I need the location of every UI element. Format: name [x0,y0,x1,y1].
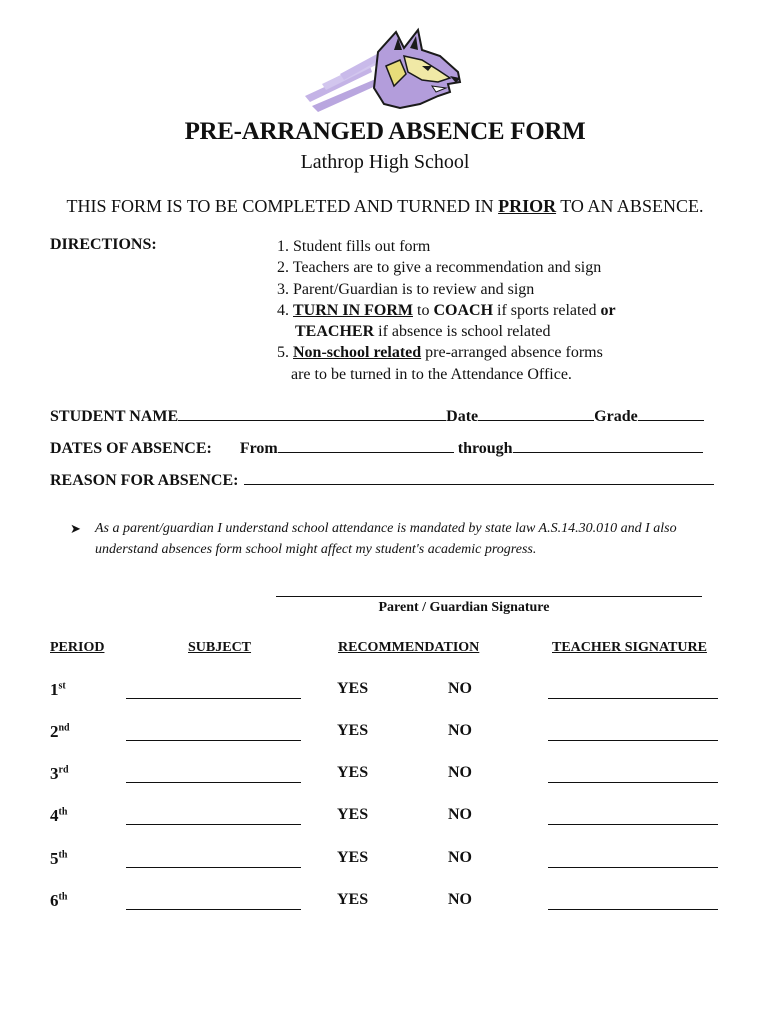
teacher-signature-field[interactable] [548,866,718,868]
direction-item: 3. Parent/Guardian is to review and sign [277,280,535,298]
subject-field[interactable] [126,739,301,741]
direction-item: 4. TURN IN FORM to COACH if sports related or [277,301,616,319]
date-label: Date [446,408,479,425]
yes-option[interactable]: YES [337,680,369,697]
dates-row [50,438,703,458]
period-number: 1st [50,680,66,699]
teacher-signature-field[interactable] [548,697,718,699]
parent-signature-label: Parent / Guardian Signature [378,600,550,615]
period-number: 2nd [50,722,70,741]
school-name: Lathrop High School [300,151,470,173]
teacher-signature-field[interactable] [548,908,718,910]
student-name-label: STUDENT NAME [50,408,179,425]
parent-acknowledgement [70,518,730,560]
subject-field[interactable] [126,866,301,868]
period-number: 6th [50,891,68,910]
period-number: 5th [50,849,68,868]
direction-item: are to be turned in to the Attendance Office. [291,365,572,383]
yes-option[interactable]: YES [337,891,369,908]
subject-field[interactable] [126,697,301,699]
yes-option[interactable]: YES [337,722,369,739]
from-date-field[interactable] [278,438,454,453]
subject-field[interactable] [126,823,301,825]
form-notice [0,196,770,217]
no-option[interactable]: NO [448,764,472,781]
teacher-signature-header: TEACHER SIGNATURE [552,640,707,655]
student-name-field[interactable] [178,406,446,421]
period-number: 3rd [50,764,69,783]
reason-field[interactable] [244,470,714,485]
no-option[interactable]: NO [448,680,472,697]
dates-of-absence-label: DATES OF ABSENCE: [50,440,212,457]
direction-item: TEACHER if absence is school related [295,323,551,341]
subject-field[interactable] [126,908,301,910]
subject-field[interactable] [126,781,301,783]
yes-option[interactable]: YES [337,806,369,823]
direction-item: 5. Non-school related pre-arranged absence forms [277,344,603,362]
directions-label: DIRECTIONS: [50,236,157,253]
teacher-signature-field[interactable] [548,823,718,825]
from-label: From [239,440,278,457]
yes-option[interactable]: YES [337,849,369,866]
husky-mascot-icon [300,26,465,114]
grade-field[interactable] [638,406,704,421]
direction-item: 2. Teachers are to give a recommendation and sign [277,259,602,277]
through-date-field[interactable] [513,438,703,453]
acknowledgement-text: As a parent/guardian I understand school attendance is mandated by state law A.S.14.30.010 and I also understand absences form school might affect my student's academic progress. [95,521,677,557]
reason-row [50,470,714,490]
form-title: PRE-ARRANGED ABSENCE FORM [184,118,586,145]
yes-option[interactable]: YES [337,764,369,781]
no-option[interactable]: NO [448,891,472,908]
parent-signature-field[interactable] [276,596,702,597]
teacher-signature-field[interactable] [548,739,718,741]
direction-item: 1. Student fills out form [277,238,431,255]
notice-text-pre: THIS FORM IS TO BE COMPLETED AND TURNED IN [66,196,499,216]
husky-logo [300,26,465,114]
date-field[interactable] [478,406,594,421]
directions-list [277,236,616,385]
teacher-signature-field[interactable] [548,781,718,783]
reason-label: REASON FOR ABSENCE: [50,472,239,489]
no-option[interactable]: NO [448,806,472,823]
notice-text-post: TO AN ABSENCE. [556,196,704,216]
period-number: 4th [50,806,68,825]
arrow-bullet-icon: ➤ [70,521,81,536]
grade-label: Grade [594,408,638,425]
student-info-row [50,406,704,426]
no-option[interactable]: NO [448,722,472,739]
period-header: PERIOD [50,640,105,655]
notice-emphasis: PRIOR [498,196,557,216]
no-option[interactable]: NO [448,849,472,866]
recommendation-header: RECOMMENDATION [338,640,480,655]
through-label: through [457,440,513,457]
subject-header: SUBJECT [188,640,252,655]
